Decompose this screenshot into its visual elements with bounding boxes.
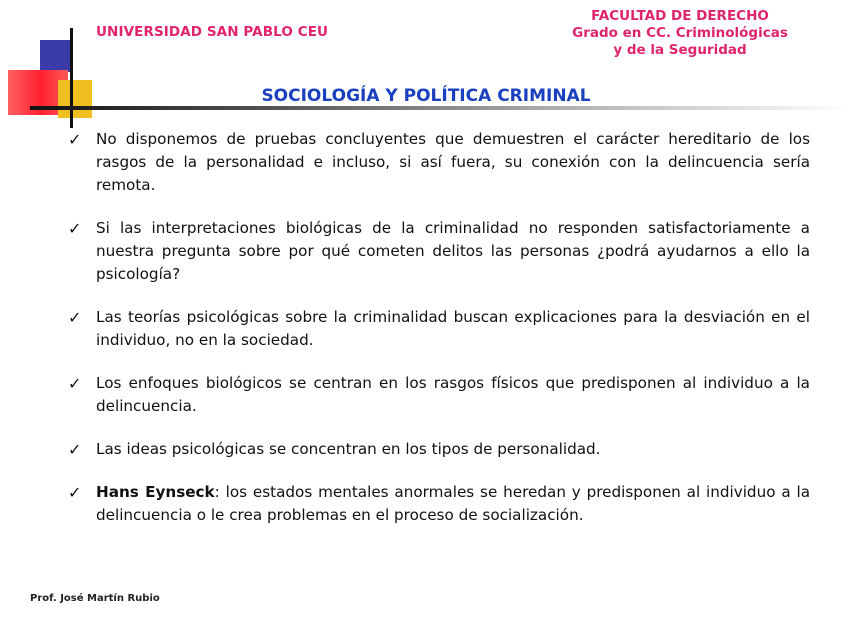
bullet-text: Los enfoques biológicos se centran en los rasgos físicos que predisponen al individuo a la delincuencia. [96,374,810,415]
university-name: UNIVERSIDAD SAN PABLO CEU [96,24,329,40]
faculty-line: FACULTAD DE DERECHO [591,8,769,24]
bullet-text: No disponemos de pruebas concluyentes que demuestren el carácter hereditario de los rasgos de la personalidad e incluso, si así fuera, su conexión con la delincuencia sería remota. [96,130,810,194]
check-icon: ✓ [68,130,82,149]
bullet-item [68,481,810,527]
bullet-list [68,128,810,547]
bullet-text: Las ideas psicológicas se concentran en los tipos de personalidad. [96,440,601,458]
check-icon: ✓ [68,219,82,238]
faculty-block [560,8,800,59]
bullet-item [68,128,810,197]
bullet-text: Si las interpretaciones biológicas de la criminalidad no responden satisfactoriamente a nuestra pregunta sobre por qué cometen delitos las personas ¿podrá ayudarnos a ello la psicología? [96,219,810,283]
author-footer: Prof. José Martín Rubio [30,593,160,604]
bullet-item [68,217,810,286]
faculty-line: y de la Seguridad [613,42,747,58]
check-icon: ✓ [68,308,82,327]
bullet-text: : los estados mentales anormales se heredan y predisponen al individuo a la delincuencia o le crea problemas en el proceso de socialización. [96,483,810,524]
logo-vertical-line [70,28,73,128]
university-logo [0,0,110,135]
check-icon: ✓ [68,374,82,393]
bullet-text: Las teorías psicológicas sobre la criminalidad buscan explicaciones para la desviación en el individuo, no en la sociedad. [96,308,810,349]
bullet-item [68,438,810,461]
logo-blue-square [40,40,70,72]
faculty-line: Grado en CC. Criminológicas [572,25,788,41]
bullet-item [68,306,810,352]
bullet-emphasis: Hans Eynseck [96,483,215,501]
header-divider [30,106,848,110]
check-icon: ✓ [68,483,82,502]
slide-title: SOCIOLOGÍA Y POLÍTICA CRIMINAL [261,86,591,106]
bullet-item [68,372,810,418]
check-icon: ✓ [68,440,82,459]
